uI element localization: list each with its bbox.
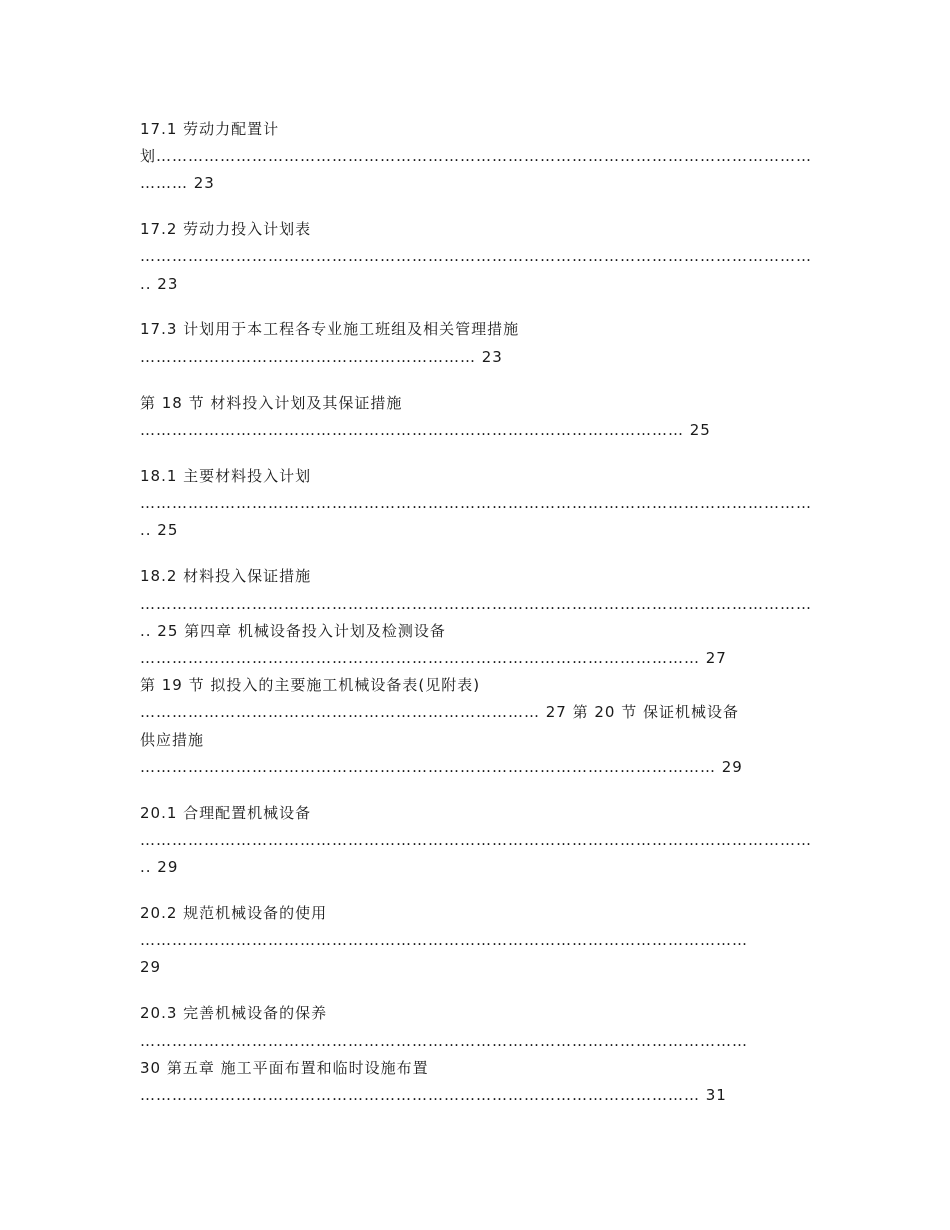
toc-entry-chapter-4-leader: …………………………………………………………………………………………… 27 [140,649,727,667]
toc-entry-17-2-title: 17.2 劳动力投入计划表 [140,220,312,238]
toc-entry-20-1-page: .. 29 [140,858,179,876]
toc-entry-20-1-leader: ……………………………………………………………………………………………………………… [140,831,812,849]
toc-entry-18-2-leader: ……………………………………………………………………………………………………………… [140,595,812,613]
toc-entry-section-19-title: 第 19 节 拟投入的主要施工机械设备表(见附表) [140,676,481,694]
toc-entry-chapter-5-title: 30 第五章 施工平面布置和临时设施布置 [140,1059,429,1077]
toc-entry-18-1-leader: ……………………………………………………………………………………………………………… [140,494,812,512]
toc-entry-17-1-title: 17.1 劳动力配置计 [140,120,280,138]
toc-entry-17-2-leader: ……………………………………………………………………………………………………………… [140,247,812,265]
toc-entry-18-1-page: .. 25 [140,521,179,539]
toc-entry-17-1-page: ……… 23 [140,174,215,192]
toc-entry-section-18-title: 第 18 节 材料投入计划及其保证措施 [140,394,403,412]
toc-entry-20-3-leader: …………………………………………………………………………………………………… [140,1032,748,1050]
toc-entry-17-1-leader: 划…………………………………………………………………………………………………………… [140,147,813,165]
toc-entry-18-2-title: 18.2 材料投入保证措施 [140,567,312,585]
toc-entry-chapter-4-title: .. 25 第四章 机械设备投入计划及检测设备 [140,622,446,640]
toc-entry-chapter-5-leader: …………………………………………………………………………………………… 31 [140,1086,727,1104]
toc-entry-17-3-title: 17.3 计划用于本工程各专业施工班组及相关管理措施 [140,320,520,338]
toc-entry-section-20-leader: ……………………………………………………………………………………………… 29 [140,758,743,776]
toc-entry-section-20-title: 供应措施 [140,731,205,749]
toc-entry-20-2-title: 20.2 规范机械设备的使用 [140,904,328,922]
toc-entry-section-19-leader: ………………………………………………………………… 27 第 20 节 保证机械设备 [140,703,740,721]
toc-entry-20-2-page: 29 [140,958,162,976]
toc-entry-20-2-leader: …………………………………………………………………………………………………… [140,931,748,949]
toc-entry-20-3-title: 20.3 完善机械设备的保养 [140,1004,328,1022]
toc-entry-section-18-leader: ………………………………………………………………………………………… 25 [140,421,711,439]
toc-entry-20-1-title: 20.1 合理配置机械设备 [140,804,312,822]
toc-entry-18-1-title: 18.1 主要材料投入计划 [140,467,312,485]
toc-entry-17-3-leader: ……………………………………………………… 23 [140,348,503,366]
toc-entry-17-2-page: .. 23 [140,275,179,293]
